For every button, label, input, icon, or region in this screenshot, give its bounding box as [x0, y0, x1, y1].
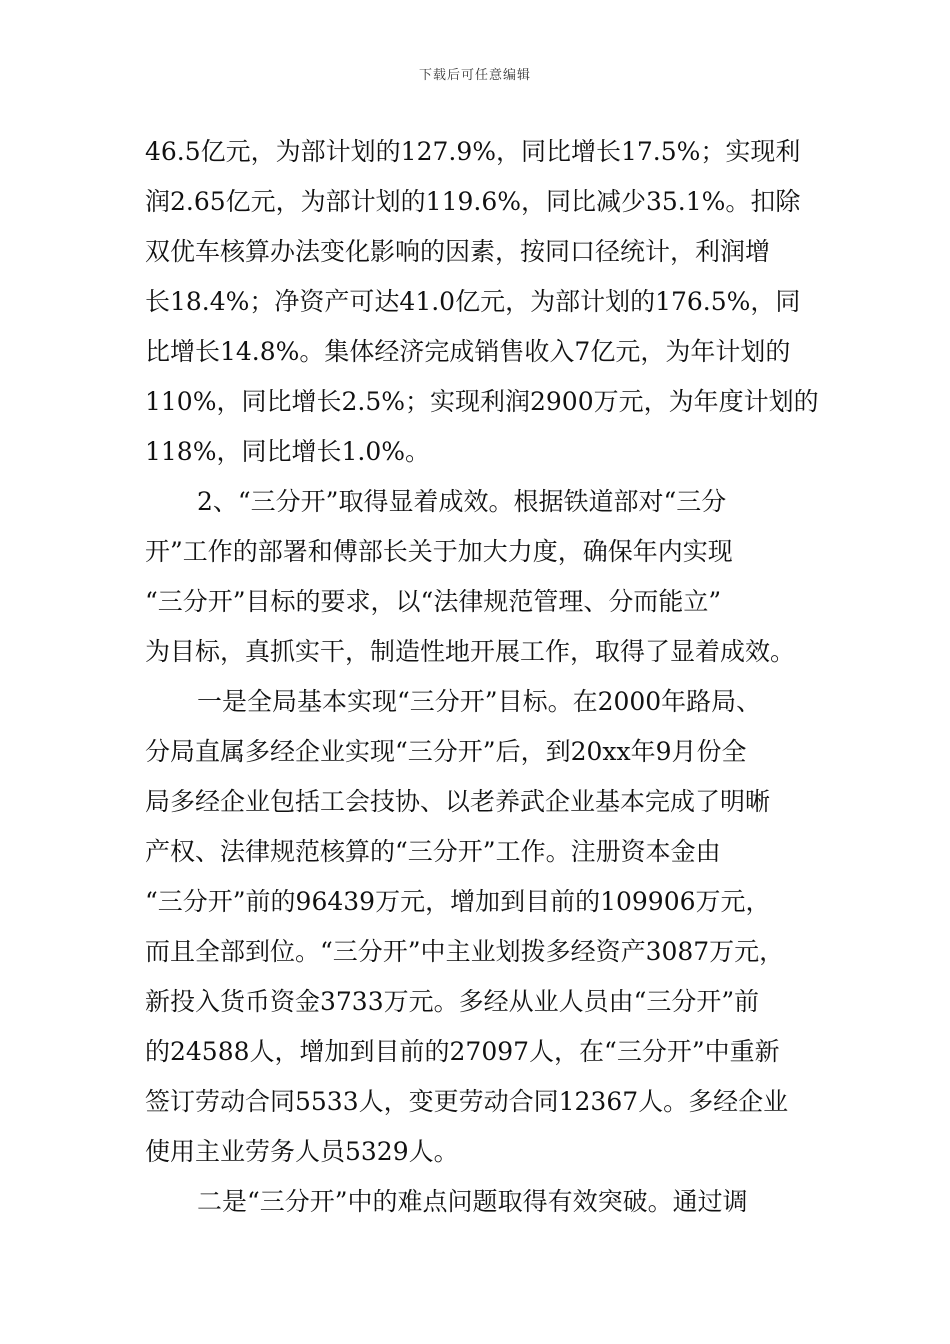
paragraph-start-line: 二是“三分开”中的难点问题取得有效突破。通过调	[197, 1187, 748, 1216]
text-line: 为目标，真抓实干，制造性地开展工作，取得了显着成效。	[145, 637, 796, 666]
text-line: 而且全部到位。“三分开”中主业划拨多经资产3087万元，	[145, 937, 785, 966]
text-line: 110%，同比增长2.5%；实现利润2900万元，为年度计划的	[145, 387, 819, 416]
text-line: 的24588人，增加到目前的27097人，在“三分开”中重新	[145, 1037, 780, 1066]
text-line: 使用主业劳务人员5329人。	[145, 1137, 459, 1166]
text-line: 46.5亿元，为部计划的127.9%，同比增长17.5%；实现利	[145, 137, 801, 166]
text-line: “三分开”前的96439万元，增加到目前的109906万元，	[145, 887, 771, 916]
text-line: 118%，同比增长1.0%。	[145, 437, 430, 466]
paragraph-start-line: 2、“三分开”取得显着成效。根据铁道部对“三分	[197, 487, 727, 516]
text-line: “三分开”目标的要求，以“法律规范管理、分而能立”	[145, 587, 722, 616]
text-line: 长18.4%；净资产可达41.0亿元，为部计划的176.5%，同	[145, 287, 801, 316]
text-line: 新投入货币资金3733万元。多经从业人员由“三分开”前	[145, 987, 760, 1016]
text-line: 签订劳动合同5533人，变更劳动合同12367人。多经企业	[145, 1087, 789, 1116]
page-header: 下载后可任意编辑	[418, 68, 531, 83]
text-line: 比增长14.8%。集体经济完成销售收入7亿元，为年计划的	[145, 337, 791, 366]
document-body	[145, 127, 825, 1227]
text-line: 局多经企业包括工会技协、以老养武企业基本完成了明晰	[145, 787, 771, 816]
paragraph-start-line: 一是全局基本实现“三分开”目标。在2000年路局、	[197, 687, 762, 716]
text-line: 产权、法律规范核算的“三分开”工作。注册资本金由	[145, 837, 721, 866]
text-line: 双优车核算办法变化影响的因素，按同口径统计，利润增	[145, 237, 771, 266]
text-line: 润2.65亿元，为部计划的119.6%，同比减少35.1%。扣除	[145, 187, 801, 216]
text-line: 开”工作的部署和傅部长关于加大力度，确保年内实现	[145, 537, 733, 566]
text-line: 分局直属多经企业实现“三分开”后，到20xx年9月份全	[145, 737, 747, 766]
